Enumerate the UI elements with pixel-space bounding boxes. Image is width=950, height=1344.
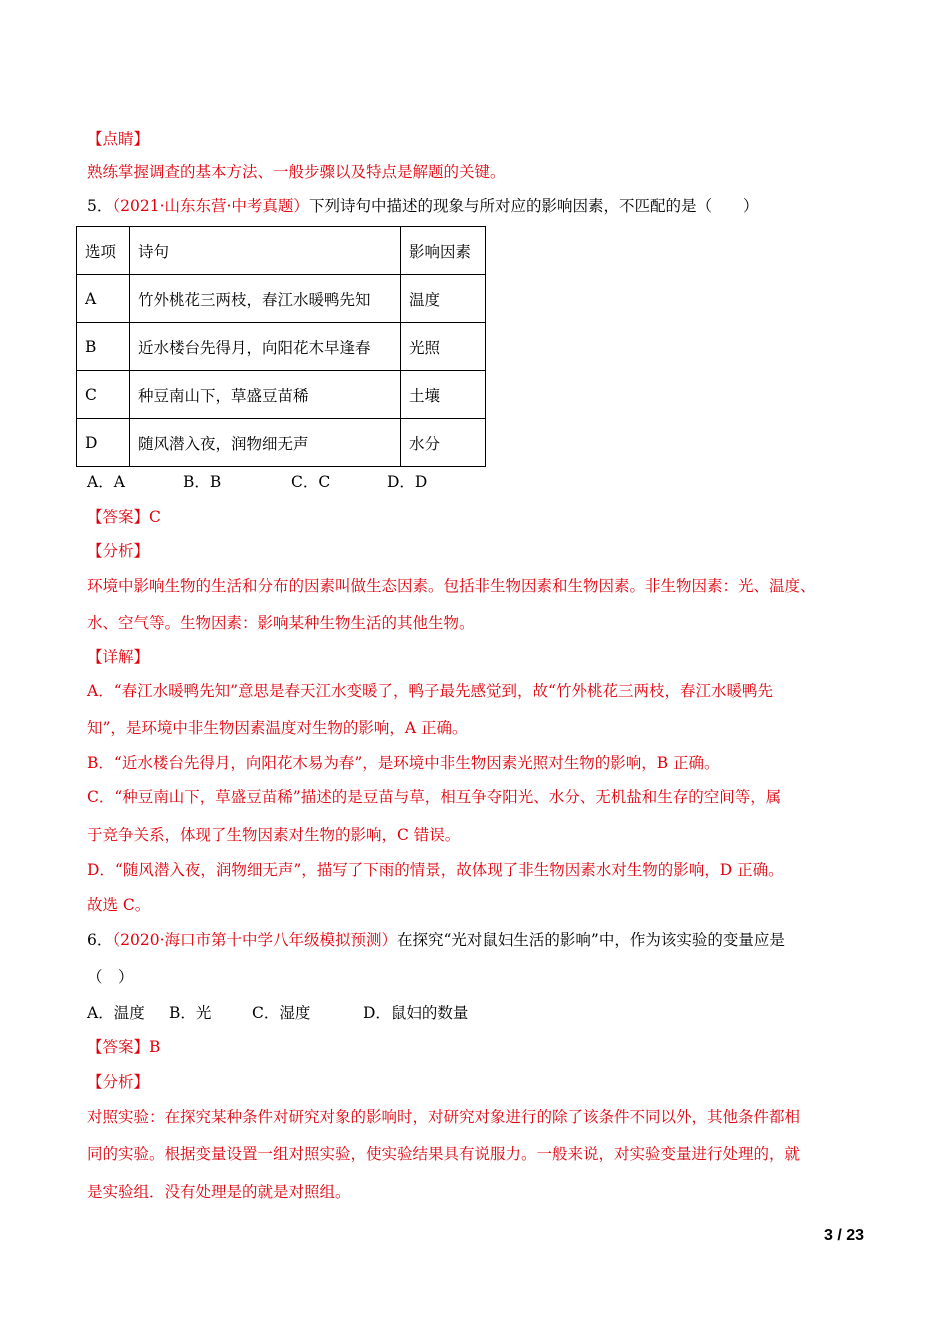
answer-line: [87, 506, 161, 528]
table-cell: 水分: [401, 419, 486, 467]
detail-line: B．“近水楼台先得月，向阳花木易为春”，是环境中非生物因素光照对生物的影响，B 正确。: [87, 754, 720, 772]
analysis-line: 水、空气等。生物因素：影响某种生物生活的其他生物。: [87, 614, 475, 632]
analysis-line: 是实验组．没有处理是的就是对照组。: [87, 1183, 351, 1201]
answer-value: B: [149, 1038, 161, 1056]
question-6-stem: [87, 929, 785, 951]
table-cell: A: [77, 275, 130, 323]
table-cell: 光照: [401, 323, 486, 371]
table-row: [77, 323, 486, 371]
table-header-row: [77, 227, 486, 275]
option-d: D．鼠妇的数量: [363, 1004, 469, 1022]
answer-label: 【答案】: [87, 508, 150, 526]
option-c: C．C: [291, 473, 331, 491]
question-6-paren: （ ）: [87, 968, 134, 986]
option-c: C．湿度: [252, 1004, 311, 1022]
question-source: （2021·山东东营·中考真题）: [112, 197, 309, 215]
analysis-heading: 【分析】: [87, 542, 150, 560]
table-row: [77, 419, 486, 467]
detail-line: A．“春江水暖鸭先知”意思是春天江水变暖了，鸭子最先感觉到，故“竹外桃花三两枝，春江水暖鸭先: [87, 682, 773, 700]
analysis-heading: 【分析】: [87, 1073, 150, 1091]
question-5-stem: [87, 195, 758, 217]
question-6-options: [87, 1002, 587, 1024]
table-cell: 近水楼台先得月，向阳花木早逢春: [130, 323, 401, 371]
question-number: 5．: [87, 197, 113, 215]
table-cell: 土壤: [401, 371, 486, 419]
analysis-line: 对照实验：在探究某种条件对研究对象的影响时，对研究对象进行的除了该条件不同以外，其他条件都相: [87, 1108, 801, 1126]
answer-label: 【答案】: [87, 1038, 150, 1056]
detail-line: 知”，是环境中非生物因素温度对生物的影响，A 正确。: [87, 719, 468, 737]
question-5-table: [76, 226, 486, 467]
question-text: 在探究“光对鼠妇生活的影响”中，作为该实验的变量应是: [397, 931, 785, 949]
detail-line: C．“种豆南山下，草盛豆苗稀”描述的是豆苗与草，相互争夺阳光、水分、无机盐和生存的空间等，属: [87, 788, 782, 806]
table-cell: 种豆南山下，草盛豆苗稀: [130, 371, 401, 419]
question-text: 下列诗句中描述的现象与所对应的影响因素，不匹配的是（ ）: [308, 197, 759, 215]
analysis-line: 环境中影响生物的生活和分布的因素叫做生态因素。包括非生物因素和生物因素。非生物因素：光、温度、: [87, 577, 816, 595]
table-header: 选项: [77, 227, 130, 275]
answer-value: C: [149, 508, 161, 526]
table-cell: 随风潜入夜，润物细无声: [130, 419, 401, 467]
page-number: 3 / 23: [823, 1227, 864, 1244]
option-a: A．温度: [87, 1004, 145, 1022]
table-header: 影响因素: [401, 227, 486, 275]
detail-line: 于竞争关系，体现了生物因素对生物的影响，C 错误。: [87, 826, 461, 844]
dianjing-text: 熟练掌握调查的基本方法、一般步骤以及特点是解题的关键。: [87, 163, 506, 181]
table-cell: B: [77, 323, 130, 371]
answer-line: [87, 1036, 160, 1058]
question-5-options: [87, 471, 587, 493]
option-b: B．光: [169, 1004, 212, 1022]
question-number: 6．: [87, 931, 113, 949]
option-d: D．D: [387, 473, 428, 491]
table-row: [77, 275, 486, 323]
dianjing-heading: 【点睛】: [87, 130, 150, 148]
table-cell: C: [77, 371, 130, 419]
detail-line: D．“随风潜入夜，润物细无声”，描写了下雨的情景，故体现了非生物因素水对生物的影响，D 正确。: [87, 861, 784, 879]
analysis-line: 同的实验。根据变量设置一组对照实验，使实验结果具有说服力。一般来说，对实验变量进行处理的，就: [87, 1145, 801, 1163]
table-cell: 温度: [401, 275, 486, 323]
table-header: 诗句: [130, 227, 401, 275]
table-cell: 竹外桃花三两枝，春江水暖鸭先知: [130, 275, 401, 323]
table-cell: D: [77, 419, 130, 467]
table-row: [77, 371, 486, 419]
question-source: （2020·海口市第十中学八年级模拟预测）: [112, 931, 397, 949]
detail-heading: 【详解】: [87, 648, 150, 666]
option-b: B．B: [183, 473, 222, 491]
detail-line: 故选 C。: [87, 896, 151, 914]
option-a: A．A: [87, 473, 125, 491]
